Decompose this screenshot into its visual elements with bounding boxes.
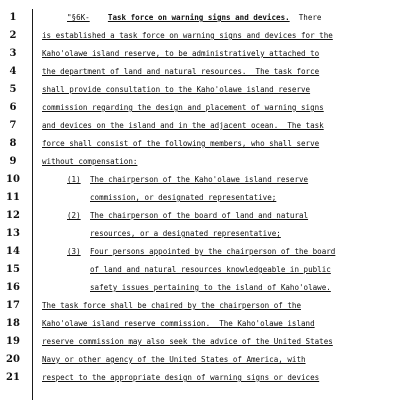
line-number: 7 <box>9 120 17 131</box>
list-item-text: safety issues pertaining to the island of Kaho'olawe. <box>90 283 331 292</box>
line-number: 3 <box>9 48 17 59</box>
list-item-number: (1) <box>67 175 81 184</box>
list-item-text: The chairperson of the board of land and natural <box>90 211 309 220</box>
section-title: Task force on warning signs and devices. <box>107 13 290 22</box>
list-item-text: commission, or designated representative; <box>90 193 277 202</box>
line-number: 10 <box>6 174 20 185</box>
list-item-text: Four persons appointed by the chairperson of the board <box>90 247 336 256</box>
line-number: 16 <box>6 282 20 293</box>
line-number: 21 <box>6 372 20 383</box>
text-line: respect to the appropriate design of warning signs or devices <box>42 373 320 382</box>
line-number: 14 <box>6 246 20 257</box>
line-number: 15 <box>6 264 20 275</box>
list-item-number: (3) <box>67 247 81 256</box>
margin-rule <box>32 9 33 400</box>
text-line: force shall consist of the following members, who shall serve <box>42 139 320 148</box>
line-number: 8 <box>9 138 17 149</box>
line-number: 2 <box>9 30 17 41</box>
line-number: 12 <box>6 210 20 221</box>
text-line: commission regarding the design and placement of warning signs <box>42 103 324 112</box>
text-line: is established a task force on warning signs and devices for the <box>42 31 333 40</box>
line-number: 11 <box>6 192 20 203</box>
line-number: 1 <box>9 12 17 23</box>
list-item-text: of land and natural resources knowledgeable in public <box>90 265 331 274</box>
list-item-number: (2) <box>67 211 81 220</box>
line-number: 20 <box>6 354 20 365</box>
line-number: 5 <box>9 84 17 95</box>
section-title-tail: There <box>298 13 322 22</box>
list-item-text: The chairperson of the Kaho'olawe island reserve <box>90 175 309 184</box>
line-number: 9 <box>9 156 17 167</box>
list-item-text: resources, or a designated representative; <box>90 229 281 238</box>
text-line: reserve commission may also seek the advice of the United States <box>42 337 333 346</box>
line-number: 4 <box>9 66 17 77</box>
line-number: 17 <box>6 300 20 311</box>
text-line: shall provide consultation to the Kaho'olawe island reserve <box>42 85 311 94</box>
text-line: The task force shall be chaired by the chairperson of the <box>42 301 301 310</box>
section-header <box>67 12 321 24</box>
line-number: 13 <box>6 228 20 239</box>
text-line: the department of land and natural resources. The task force <box>42 67 320 76</box>
line-number: 18 <box>6 318 20 329</box>
text-line: and devices on the island and in the adjacent ocean. The task <box>42 121 324 130</box>
text-line: Kaho'olawe island reserve, to be administratively attached to <box>42 49 320 58</box>
line-number: 19 <box>6 336 20 347</box>
line-number: 6 <box>9 102 17 113</box>
text-line: Navy or other agency of the United States of America, with <box>42 355 306 364</box>
text-line: without compensation: <box>42 157 138 166</box>
text-line: Kaho'olawe island reserve commission. The Kaho'olawe island <box>42 319 315 328</box>
section-label: "§6K- <box>67 13 90 22</box>
